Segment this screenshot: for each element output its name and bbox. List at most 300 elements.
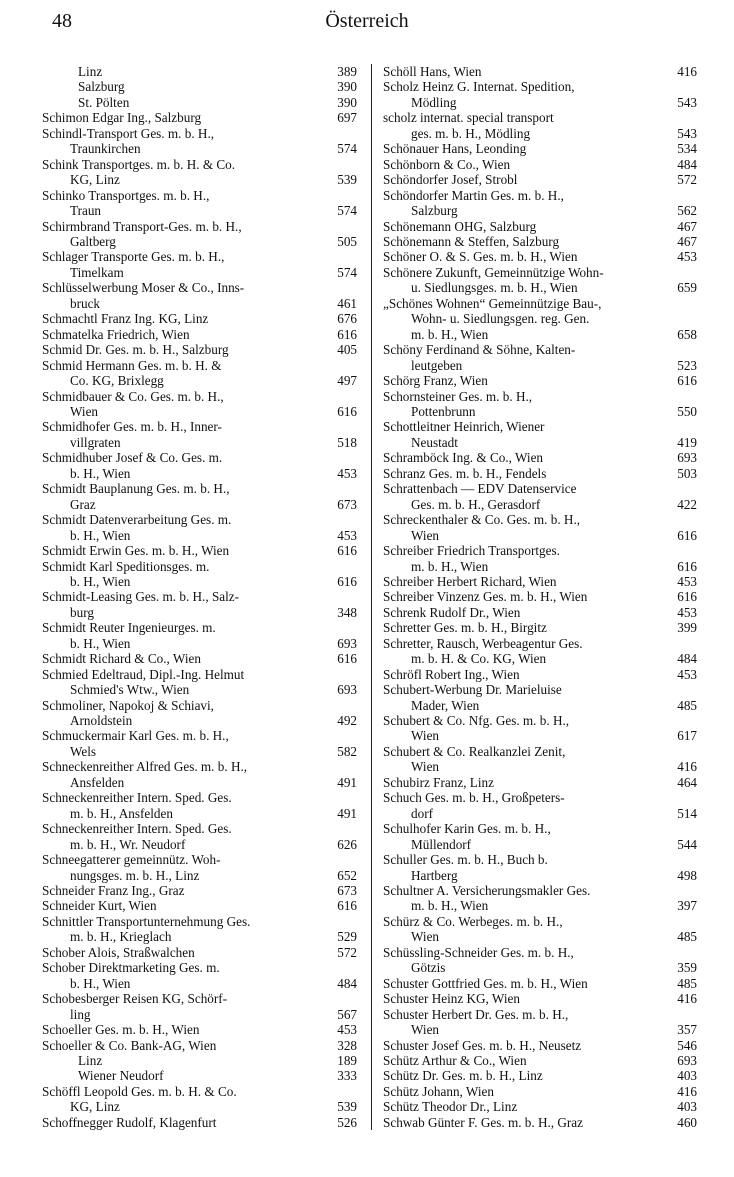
index-entry	[42, 667, 357, 698]
entry-text	[42, 698, 327, 729]
index-entry	[42, 342, 357, 357]
entry-text	[42, 1068, 327, 1083]
entry-line: Wohn- u. Siedlungsgen. reg. Gen.	[411, 311, 590, 327]
index-entry	[383, 1053, 697, 1068]
entry-page-number: 534	[677, 141, 697, 157]
entry-line: Graz	[70, 496, 96, 512]
entry-line: Ges. m. b. H., Gerasdorf	[411, 496, 541, 512]
entry-line: KG, Linz	[70, 172, 120, 188]
entry-page-number: 574	[337, 203, 357, 219]
entry-page-number: 693	[677, 450, 697, 466]
entry-line: Schönauer Hans, Leonding	[383, 141, 527, 157]
entry-line: Timelkam	[70, 264, 124, 280]
entry-text	[383, 342, 667, 373]
entry-line: Schmidt Bauplanung Ges. m. b. H.,	[42, 481, 230, 497]
entry-text	[383, 667, 667, 682]
entry-text	[383, 775, 667, 790]
index-entry	[383, 914, 697, 945]
entry-text	[42, 95, 327, 110]
entry-line: Schütz Dr. Ges. m. b. H., Linz	[383, 1068, 543, 1084]
entry-text	[383, 1038, 667, 1053]
entry-line: Schmied Edeltraud, Dipl.-Ing. Helmut	[42, 666, 245, 682]
entry-text	[383, 744, 667, 775]
entry-text	[383, 1007, 667, 1038]
entry-text	[383, 1084, 667, 1099]
entry-page-number: 498	[677, 867, 697, 883]
index-entry	[383, 589, 697, 604]
entry-line: Schrattenbach — EDV Datenservice	[383, 481, 577, 497]
entry-text	[42, 1115, 327, 1130]
entry-line: b. H., Wien	[70, 573, 131, 589]
entry-page-number: 422	[677, 496, 697, 512]
entry-text	[383, 991, 667, 1006]
entry-line: Galtberg	[70, 233, 116, 249]
entry-text	[383, 157, 667, 172]
index-entry	[42, 821, 357, 852]
entry-text	[42, 79, 327, 94]
entry-line: Schneider Franz Ing., Graz	[42, 883, 185, 899]
entry-line: Hartberg	[411, 867, 458, 883]
entry-line: Schmidt Datenverarbeitung Ges. m.	[42, 512, 232, 528]
entry-text	[42, 64, 327, 79]
entry-page-number: 357	[677, 1022, 697, 1038]
index-entry	[383, 64, 697, 79]
entry-line: Schuch Ges. m. b. H., Großpeters-	[383, 790, 565, 806]
entry-page-number: 503	[677, 465, 697, 481]
entry-line: Schneider Kurt, Wien	[42, 898, 157, 914]
index-entry	[42, 64, 357, 79]
entry-line: Schmidt Erwin Ges. m. b. H., Wien	[42, 543, 230, 559]
entry-page-number: 416	[677, 1083, 697, 1099]
entry-text	[383, 605, 667, 620]
index-entry	[383, 389, 697, 420]
entry-line: Schmidt Karl Speditionsges. m.	[42, 558, 210, 574]
entry-text	[42, 481, 327, 512]
entry-line: Schuster Herbert Dr. Ges. m. b. H.,	[383, 1006, 569, 1022]
entry-line: Schneckenreither Intern. Sped. Ges.	[42, 821, 232, 837]
entry-text	[383, 249, 667, 264]
entry-line: Schoeller & Co. Bank-AG, Wien	[42, 1037, 217, 1053]
entry-page-number: 405	[337, 342, 357, 358]
entry-page-number: 399	[677, 620, 697, 636]
entry-text	[42, 249, 327, 280]
entry-line: Schirmbrand Transport-Ges. m. b. H.,	[42, 218, 242, 234]
index-entry	[383, 342, 697, 373]
entry-line: m. b. H., Wien	[411, 558, 489, 574]
entry-line: Schultner A. Versicherungsmakler Ges.	[383, 883, 591, 899]
entry-page-number: 539	[337, 172, 357, 188]
entry-line: Schmoliner, Napokoj & Schiavi,	[42, 697, 214, 713]
entry-line: ling	[70, 1006, 91, 1022]
entry-page-number: 461	[337, 295, 357, 311]
entry-page-number: 693	[337, 635, 357, 651]
entry-line: „Schönes Wohnen“ Gemeinnützige Bau-,	[383, 295, 602, 311]
index-entry	[42, 883, 357, 898]
entry-line: Schuster Gottfried Ges. m. b. H., Wien	[383, 975, 588, 991]
entry-page-number: 485	[677, 697, 697, 713]
entry-line: Schönemann OHG, Salzburg	[383, 218, 537, 234]
index-entry	[42, 960, 357, 991]
entry-line: Schmidbauer & Co. Ges. m. b. H.,	[42, 388, 224, 404]
entry-text	[383, 883, 667, 914]
entry-line: Schütz Theodor Dr., Linz	[383, 1099, 518, 1115]
entry-line: b. H., Wien	[70, 635, 131, 651]
entry-page-number: 543	[677, 94, 697, 110]
index-entry	[383, 991, 697, 1006]
index-entry	[42, 698, 357, 729]
entry-page-number: 497	[337, 373, 357, 389]
entry-text	[383, 79, 667, 110]
right-column	[383, 64, 697, 1130]
entry-text	[42, 852, 327, 883]
entry-text	[42, 311, 327, 326]
entry-line: St. Pölten	[78, 94, 130, 110]
index-entry	[383, 775, 697, 790]
entry-line: Schuster Josef Ges. m. b. H., Neusetz	[383, 1037, 582, 1053]
index-entry	[42, 188, 357, 219]
entry-page-number: 403	[677, 1099, 697, 1115]
entry-line: Schober Direktmarketing Ges. m.	[42, 960, 220, 976]
index-entry	[42, 157, 357, 188]
entry-line: Schornsteiner Ges. m. b. H.,	[383, 388, 533, 404]
entry-page-number: 403	[677, 1068, 697, 1084]
entry-page-number: 567	[337, 1006, 357, 1022]
entry-line: Schmidhuber Josef & Co. Ges. m.	[42, 450, 223, 466]
entry-page-number: 529	[337, 929, 357, 945]
column-divider	[371, 64, 372, 1130]
entry-line: Ansfelden	[70, 774, 125, 790]
entry-line: Schubert-Werbung Dr. Marieluise	[383, 682, 562, 698]
index-entry	[383, 466, 697, 481]
entry-page-number: 652	[337, 867, 357, 883]
entry-text	[383, 1068, 667, 1083]
index-entry	[383, 605, 697, 620]
entry-text	[42, 1038, 327, 1053]
entry-page-number: 453	[337, 527, 357, 543]
entry-line: Schrenk Rudolf Dr., Wien	[383, 604, 521, 620]
entry-text	[42, 342, 327, 357]
entry-line: burg	[70, 604, 94, 620]
index-entry	[383, 419, 697, 450]
index-entry	[42, 559, 357, 590]
entry-line: Schmatelka Friedrich, Wien	[42, 326, 190, 342]
page-title: Österreich	[325, 10, 409, 32]
entry-line: Schöner O. & S. Ges. m. b. H., Wien	[383, 249, 578, 265]
entry-line: Traunkirchen	[70, 141, 141, 157]
entry-page-number: 526	[337, 1114, 357, 1130]
entry-text	[383, 512, 667, 543]
entry-page-number: 616	[677, 589, 697, 605]
entry-line: bruck	[70, 295, 101, 311]
entry-line: Mader, Wien	[411, 697, 480, 713]
entry-line: Schöny Ferdinand & Söhne, Kalten-	[383, 342, 576, 358]
entry-text	[42, 883, 327, 898]
entry-page-number: 453	[677, 604, 697, 620]
entry-text	[383, 110, 667, 141]
entry-line: Wien	[70, 403, 99, 419]
entry-page-number: 348	[337, 604, 357, 620]
entry-line: Schmuckermair Karl Ges. m. b. H.,	[42, 728, 229, 744]
index-entry	[383, 543, 697, 574]
entry-line: b. H., Wien	[70, 465, 131, 481]
entry-line: scholz internat. special transport	[383, 110, 554, 126]
entry-page-number: 419	[677, 434, 697, 450]
entry-line: Müllendorf	[411, 836, 472, 852]
entry-page-number: 453	[677, 573, 697, 589]
entry-page-number: 397	[677, 898, 697, 914]
entry-line: Salzburg	[78, 79, 125, 95]
entry-page-number: 453	[337, 465, 357, 481]
entry-line: Linz	[78, 64, 103, 79]
index-entry	[42, 327, 357, 342]
entry-line: Schnittler Transportunternehmung Ges.	[42, 913, 251, 929]
entry-page-number: 693	[677, 1053, 697, 1068]
entry-page-number: 514	[677, 805, 697, 821]
entry-text	[42, 1022, 327, 1037]
entry-text	[42, 651, 327, 666]
entry-text	[42, 188, 327, 219]
entry-line: nungsges. m. b. H., Linz	[70, 867, 200, 883]
entry-page-number: 546	[677, 1037, 697, 1053]
index-entry	[383, 141, 697, 156]
entry-page-number: 616	[337, 543, 357, 559]
index-entry	[383, 450, 697, 465]
entry-page-number: 658	[677, 326, 697, 342]
entry-line: m. b. H., Krieglach	[70, 929, 172, 945]
entry-line: Schüssling-Schneider Ges. m. b. H.,	[383, 944, 574, 960]
entry-text	[42, 914, 327, 945]
index-entry	[42, 450, 357, 481]
entry-page-number: 491	[337, 805, 357, 821]
entry-text	[42, 821, 327, 852]
entry-text	[42, 157, 327, 188]
entry-line: Salzburg	[411, 203, 458, 219]
entry-line: Arnoldstein	[70, 713, 133, 729]
entry-text	[383, 64, 667, 79]
entry-line: Schretter, Rausch, Werbeagentur Ges.	[383, 635, 583, 651]
entry-text	[42, 728, 327, 759]
entry-line: dorf	[411, 805, 433, 821]
entry-text	[383, 296, 667, 342]
entry-page-number: 572	[677, 172, 697, 188]
entry-page-number: 539	[337, 1099, 357, 1115]
entry-page-number: 562	[677, 203, 697, 219]
index-entry	[383, 682, 697, 713]
entry-text	[383, 188, 667, 219]
entry-text	[383, 589, 667, 604]
index-entry	[42, 219, 357, 250]
entry-page-number: 467	[677, 233, 697, 249]
index-entry	[42, 358, 357, 389]
index-entry	[42, 914, 357, 945]
entry-text	[383, 265, 667, 296]
entry-line: Schöll Hans, Wien	[383, 64, 482, 79]
entry-text	[383, 945, 667, 976]
entry-text	[42, 1084, 327, 1115]
entry-text	[42, 389, 327, 420]
index-entry	[42, 419, 357, 450]
entry-text	[383, 543, 667, 574]
entry-line: Schwab Günter F. Ges. m. b. H., Graz	[383, 1114, 584, 1130]
entry-page-number: 518	[337, 434, 357, 450]
index-entry	[42, 945, 357, 960]
index-entry	[42, 898, 357, 913]
index-entry	[383, 1115, 697, 1130]
entry-line: Scholz Heinz G. Internat. Spedition,	[383, 79, 575, 95]
entry-page-number: 616	[337, 898, 357, 914]
entry-line: Schönere Zukunft, Gemeinnützige Wohn-	[383, 264, 604, 280]
entry-page-number: 492	[337, 713, 357, 729]
entry-page-number: 676	[337, 311, 357, 327]
entry-line: Pottenbrunn	[411, 403, 476, 419]
entry-text	[42, 110, 327, 125]
entry-line: Schretter Ges. m. b. H., Birgitz	[383, 620, 547, 636]
entry-page-number: 485	[677, 929, 697, 945]
entry-page-number: 659	[677, 280, 697, 296]
entry-line: Linz	[78, 1053, 103, 1068]
index-entry	[42, 1115, 357, 1130]
entry-page-number: 484	[677, 156, 697, 172]
index-entry	[42, 95, 357, 110]
entry-line: b. H., Wien	[70, 975, 131, 991]
entry-page-number: 523	[677, 357, 697, 373]
entry-page-number: 333	[337, 1068, 357, 1084]
entry-text	[42, 1053, 327, 1068]
entry-page-number: 616	[337, 573, 357, 589]
index-entry	[42, 389, 357, 420]
index-entry	[383, 172, 697, 187]
entry-line: Schubert & Co. Nfg. Ges. m. b. H.,	[383, 713, 570, 729]
entry-page-number: 616	[677, 373, 697, 389]
index-entry	[42, 1084, 357, 1115]
entry-line: KG, Linz	[70, 1099, 120, 1115]
entry-line: m. b. H. & Co. KG, Wien	[411, 651, 547, 667]
entry-line: Schmied's Wtw., Wien	[70, 682, 190, 698]
entry-page-number: 464	[677, 774, 697, 790]
index-entry	[42, 512, 357, 543]
entry-page-number: 617	[677, 728, 697, 744]
entry-text	[383, 713, 667, 744]
entry-line: Schneckenreither Intern. Sped. Ges.	[42, 790, 232, 806]
entry-line: Schröfl Robert Ing., Wien	[383, 666, 520, 682]
entry-text	[42, 450, 327, 481]
index-entry	[42, 1053, 357, 1068]
entry-line: Schramböck Ing. & Co., Wien	[383, 450, 544, 466]
index-entry	[383, 157, 697, 172]
entry-line: Wien	[411, 728, 440, 744]
entry-text	[42, 419, 327, 450]
entry-text	[42, 589, 327, 620]
entry-text	[42, 620, 327, 651]
entry-line: Schütz Johann, Wien	[383, 1083, 494, 1099]
entry-page-number: 485	[677, 975, 697, 991]
entry-text	[42, 991, 327, 1022]
index-entry	[383, 713, 697, 744]
entry-page-number: 616	[337, 403, 357, 419]
entry-line: Schobesberger Reisen KG, Schörf-	[42, 991, 228, 1007]
entry-line: villgraten	[70, 434, 121, 450]
entry-page-number: 359	[677, 960, 697, 976]
entry-text	[383, 466, 667, 481]
entry-line: Schubert & Co. Realkanzlei Zenit,	[383, 743, 566, 759]
entry-line: leutgeben	[411, 357, 463, 373]
entry-line: Schmidt Richard & Co., Wien	[42, 651, 201, 667]
entry-line: Götzis	[411, 960, 446, 976]
index-entry	[42, 651, 357, 666]
index-entry	[383, 188, 697, 219]
entry-text	[383, 141, 667, 156]
entry-line: Schuller Ges. m. b. H., Buch b.	[383, 852, 548, 868]
entry-text	[383, 914, 667, 945]
index-entry	[383, 79, 697, 110]
entry-line: Schmachtl Franz Ing. KG, Linz	[42, 311, 209, 327]
entry-text	[383, 790, 667, 821]
entry-page-number: 693	[337, 682, 357, 698]
index-entry	[383, 821, 697, 852]
index-entry	[383, 976, 697, 991]
index-entry	[383, 620, 697, 635]
entry-page-number: 484	[677, 651, 697, 667]
entry-line: Schindl-Transport Ges. m. b. H.,	[42, 125, 215, 141]
index-entry	[383, 249, 697, 264]
entry-line: u. Siedlungsges. m. b. H., Wien	[411, 280, 578, 296]
entry-text	[383, 636, 667, 667]
entry-line: Co. KG, Brixlegg	[70, 373, 164, 389]
entry-page-number: 460	[677, 1114, 697, 1130]
entry-line: Schmidhofer Ges. m. b. H., Inner-	[42, 419, 222, 435]
entry-page-number: 697	[337, 110, 357, 126]
entry-page-number: 484	[337, 975, 357, 991]
entry-line: Schranz Ges. m. b. H., Fendels	[383, 465, 547, 481]
index-entry	[42, 1038, 357, 1053]
entry-text	[42, 543, 327, 558]
entry-text	[383, 852, 667, 883]
index-entry	[383, 1038, 697, 1053]
index-entry	[383, 265, 697, 296]
entry-page-number: 453	[677, 249, 697, 265]
entry-text	[383, 481, 667, 512]
index-entry	[383, 234, 697, 249]
entry-line: Schöndorfer Josef, Strobl	[383, 172, 518, 188]
entry-line: Schlüsselwerbung Moser & Co., Inns-	[42, 280, 245, 296]
entry-page-number: 543	[677, 125, 697, 141]
index-entry	[383, 945, 697, 976]
entry-line: ges. m. b. H., Mödling	[411, 125, 531, 141]
index-entry	[383, 373, 697, 388]
entry-page-number: 626	[337, 836, 357, 852]
entry-text	[42, 898, 327, 913]
entry-page-number: 453	[677, 666, 697, 682]
entry-text	[383, 234, 667, 249]
index-entry	[383, 790, 697, 821]
entry-line: Schönborn & Co., Wien	[383, 156, 511, 172]
entry-line: Schörg Franz, Wien	[383, 373, 488, 389]
entry-line: m. b. H., Wien	[411, 898, 489, 914]
entry-page-number: 505	[337, 233, 357, 249]
entry-text	[42, 790, 327, 821]
entry-line: Schöffl Leopold Ges. m. b. H. & Co.	[42, 1083, 237, 1099]
entry-line: Schneegatterer gemeinnütz. Woh-	[42, 852, 221, 868]
entry-line: Schoeller Ges. m. b. H., Wien	[42, 1022, 200, 1038]
index-entry	[42, 110, 357, 125]
entry-text	[42, 559, 327, 590]
index-entry	[383, 219, 697, 234]
entry-line: Schreiber Vinzenz Ges. m. b. H., Wien	[383, 589, 588, 605]
entry-page-number: 544	[677, 836, 697, 852]
entry-line: Schreiber Friedrich Transportges.	[383, 543, 560, 559]
entry-line: b. H., Wien	[70, 527, 131, 543]
index-entry	[383, 574, 697, 589]
